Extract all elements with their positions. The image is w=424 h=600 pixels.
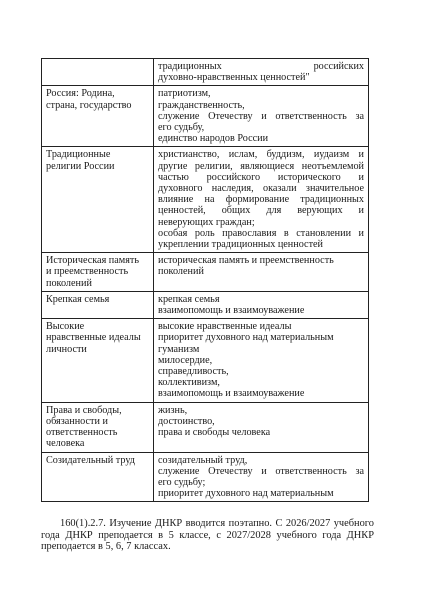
value-category-cell — [42, 452, 154, 502]
category-line: личности — [46, 343, 87, 355]
item-line: достоинство, — [158, 415, 215, 427]
category-line: и преемственность — [46, 266, 129, 278]
category-line: Крепкая семья — [46, 293, 110, 305]
value-items-cell — [154, 291, 369, 318]
value-items-cell — [154, 147, 369, 253]
table-row — [42, 59, 369, 86]
item-line: духовного наследия, оказали значительное — [158, 183, 364, 195]
category-line: религии России — [46, 160, 115, 172]
category-line: страна, государство — [46, 99, 132, 111]
values-table-body — [42, 59, 369, 502]
item-line: частью российского исторического и — [158, 171, 364, 183]
value-category-cell — [42, 253, 154, 292]
table-row — [42, 291, 369, 318]
category-line: Созидательный труд — [46, 454, 135, 466]
item-line: приоритет духовного над материальным — [158, 488, 334, 500]
category-line: ответственность — [46, 427, 118, 439]
table-row — [42, 319, 369, 402]
value-category-cell — [42, 59, 154, 86]
item-line: традиционных российских — [158, 61, 364, 72]
category-line: нравственные идеалы — [46, 332, 141, 344]
category-line: Историческая память — [46, 255, 140, 267]
item-line: влияние на формирование традиционных — [158, 194, 364, 206]
item-line: гуманизм — [158, 343, 200, 355]
category-line: Высокие — [46, 321, 85, 333]
item-line: взаимопомощь и взаимоуважение — [158, 388, 305, 400]
item-line: его судьбу, — [158, 122, 205, 134]
value-category-cell — [42, 291, 154, 318]
item-line: неверующих граждан; — [158, 216, 255, 228]
item-line: духовно-нравственных ценностей" — [158, 72, 310, 84]
table-row — [42, 253, 369, 292]
item-line: служение Отечеству и ответственность за — [158, 465, 364, 477]
item-line: другие религии, являющиеся неотъемлемой — [158, 160, 364, 172]
category-line: обязанности и — [46, 415, 108, 427]
item-line: справедливость, — [158, 366, 229, 378]
item-line: служение Отечеству и ответственность за — [158, 110, 364, 122]
category-line: человека — [46, 438, 85, 450]
item-line: созидательный труд, — [158, 454, 248, 466]
item-line: приоритет духовного над материальным — [158, 332, 334, 344]
item-line: высокие нравственные идеалы — [158, 321, 292, 333]
table-row — [42, 452, 369, 502]
value-category-cell — [42, 319, 154, 402]
item-line: права и свободы человека — [158, 427, 271, 439]
table-row — [42, 86, 369, 147]
value-items-cell — [154, 319, 369, 402]
category-line: Традиционные — [46, 149, 111, 161]
item-line: поколений — [158, 266, 204, 278]
value-category-cell — [42, 147, 154, 253]
item-line: коллективизм, — [158, 377, 220, 389]
value-category-cell — [42, 402, 154, 452]
item-line: крепкая семья — [158, 293, 220, 305]
value-items-cell — [154, 59, 369, 86]
item-line: милосердие, — [158, 354, 213, 366]
value-items-cell — [154, 402, 369, 452]
table-row — [42, 402, 369, 452]
value-items-cell — [154, 452, 369, 502]
item-line: единство народов России — [158, 133, 269, 145]
item-line: взаимопомощь и взаимоуважение — [158, 305, 305, 317]
value-category-cell — [42, 86, 154, 147]
values-table — [41, 58, 369, 502]
item-line: жизнь, — [158, 404, 188, 416]
value-items-cell — [154, 253, 369, 292]
item-line: особая роль православия в становлении и — [158, 227, 364, 239]
item-line: укреплении традиционных ценностей — [158, 239, 324, 251]
value-items-cell — [154, 86, 369, 147]
item-line: ценностей, общих для верующих и — [158, 205, 364, 217]
category-line: поколений — [46, 277, 92, 289]
table-row — [42, 147, 369, 253]
item-line: гражданственность, — [158, 99, 245, 111]
item-line: патриотизм, — [158, 88, 211, 100]
item-line: его судьбу; — [158, 476, 206, 488]
item-line: христианство, ислам, буддизм, иудаизм и — [158, 149, 364, 161]
section-paragraph: 160(1).2.7. Изучение ДНКР вводится поэтапно. С 2026/2027 учебного года ДНКР преподается в 5 классе, с 2027/2028 учебного года ДНКР преподается в 5, 6, 7 классах. — [41, 518, 374, 553]
category-line: Россия: Родина, — [46, 88, 115, 100]
category-line: Права и свободы, — [46, 404, 122, 416]
item-line: историческая память и преемственность — [158, 255, 334, 267]
